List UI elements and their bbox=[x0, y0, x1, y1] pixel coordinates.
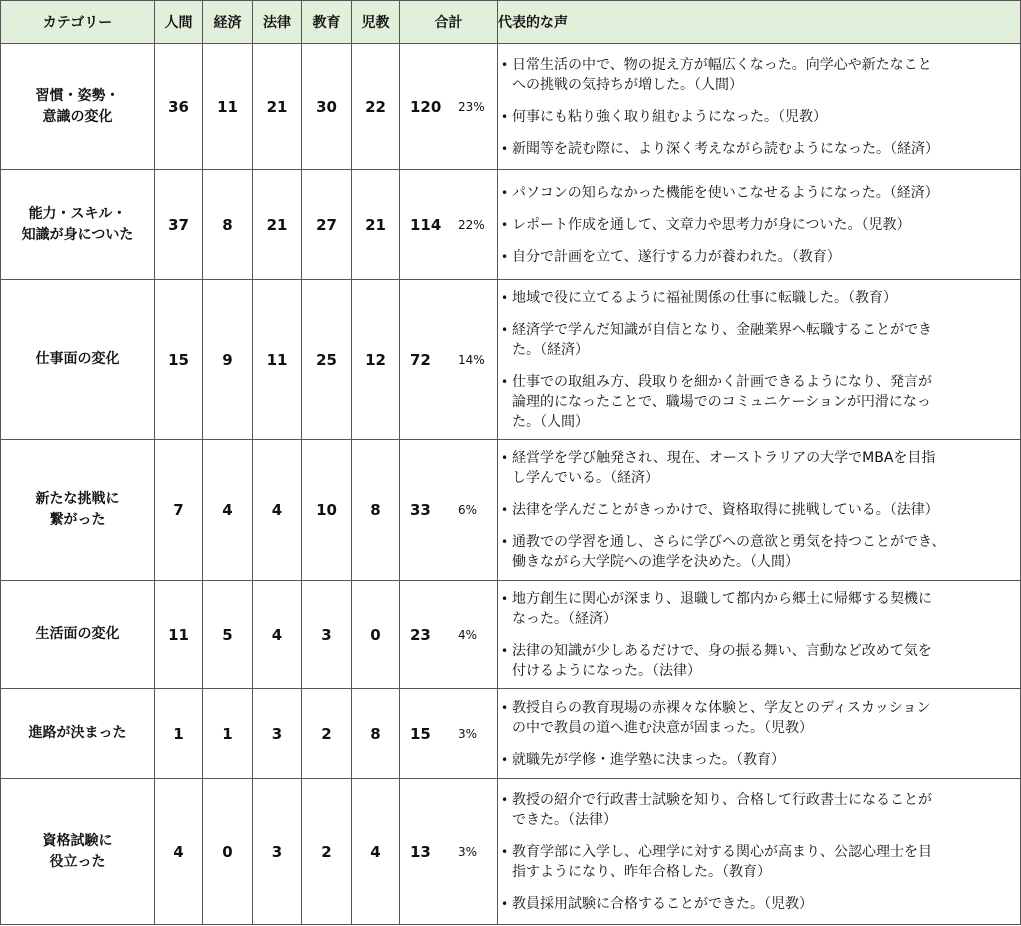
voice-text: 教授の紹介で行政書士試験を知り、合格して行政書士になることが できた。（法律） bbox=[512, 791, 932, 828]
voice-item bbox=[498, 107, 1020, 127]
count-jikyou: 12 bbox=[352, 280, 400, 440]
total-cell bbox=[400, 280, 498, 440]
count-jikyou: 8 bbox=[352, 689, 400, 779]
bullet-icon: • bbox=[501, 185, 509, 200]
table-row bbox=[1, 440, 1021, 581]
voice-item bbox=[498, 842, 1020, 882]
voice-item bbox=[498, 448, 1020, 488]
total-cell bbox=[400, 581, 498, 689]
voices-list bbox=[498, 448, 1020, 572]
voice-item bbox=[498, 372, 1020, 432]
count-jikyou: 8 bbox=[352, 440, 400, 581]
voice-text: 教員採用試験に合格することができた。（児教） bbox=[512, 895, 813, 912]
voices-cell bbox=[498, 170, 1021, 280]
header-category: カテゴリー bbox=[1, 1, 155, 44]
voice-item bbox=[498, 500, 1020, 520]
bullet-icon: • bbox=[501, 792, 509, 807]
header-total: 合計 bbox=[400, 1, 498, 44]
count-houritsu: 4 bbox=[253, 440, 302, 581]
total-cell bbox=[400, 440, 498, 581]
voice-text: 仕事での取組み方、段取りを細かく計画できるようになり、発言が 論理的になったことで、職場でのコミュニケーションが円滑になっ た。（人間） bbox=[512, 373, 932, 430]
bullet-icon: • bbox=[501, 374, 509, 389]
table-row bbox=[1, 280, 1021, 440]
total-cell bbox=[400, 170, 498, 280]
voice-item bbox=[498, 532, 1020, 572]
count-houritsu: 21 bbox=[253, 44, 302, 170]
count-jikyou: 22 bbox=[352, 44, 400, 170]
category-cell bbox=[1, 44, 155, 170]
total-cell bbox=[400, 779, 498, 925]
count-houritsu: 11 bbox=[253, 280, 302, 440]
header-jikyou: 児教 bbox=[352, 1, 400, 44]
voices-cell bbox=[498, 581, 1021, 689]
voice-item bbox=[498, 589, 1020, 629]
count-houritsu: 4 bbox=[253, 581, 302, 689]
bullet-icon: • bbox=[501, 290, 509, 305]
count-keizai: 11 bbox=[203, 44, 253, 170]
voices-list bbox=[498, 698, 1020, 770]
voices-cell bbox=[498, 440, 1021, 581]
voice-text: 日常生活の中で、物の捉え方が幅広くなった。向学心や新たなこと への挑戦の気持ちが増した。（人間） bbox=[512, 56, 932, 93]
bullet-icon: • bbox=[501, 322, 509, 337]
category-cell bbox=[1, 581, 155, 689]
total-percent: 4% bbox=[458, 627, 478, 642]
count-keizai: 1 bbox=[203, 689, 253, 779]
voice-text: 何事にも粘り強く取り組むようになった。（児教） bbox=[512, 108, 827, 125]
table-row bbox=[1, 689, 1021, 779]
voice-text: 自分で計画を立て、遂行する力が養われた。（教育） bbox=[512, 248, 841, 265]
voice-item bbox=[498, 641, 1020, 681]
voice-text: 新聞等を読む際に、より深く考えながら読むようになった。（経済） bbox=[512, 140, 939, 157]
total-percent: 6% bbox=[458, 503, 478, 517]
category-cell bbox=[1, 280, 155, 440]
category-cell bbox=[1, 689, 155, 779]
voice-item bbox=[498, 183, 1020, 203]
count-ningen: 15 bbox=[155, 280, 203, 440]
voices-list bbox=[498, 790, 1020, 914]
count-kyouiku: 2 bbox=[302, 689, 352, 779]
voice-item bbox=[498, 894, 1020, 914]
category-cell bbox=[1, 440, 155, 581]
category-cell bbox=[1, 170, 155, 280]
category-label: 生活面の変化 bbox=[35, 626, 120, 642]
voice-item bbox=[498, 790, 1020, 830]
bullet-icon: • bbox=[501, 57, 509, 72]
voice-item bbox=[498, 698, 1020, 738]
count-kyouiku: 25 bbox=[302, 280, 352, 440]
voices-cell bbox=[498, 280, 1021, 440]
voices-list bbox=[498, 288, 1020, 432]
category-label: 進路が決まった bbox=[28, 725, 127, 741]
voice-item bbox=[498, 288, 1020, 308]
voices-cell bbox=[498, 44, 1021, 170]
voice-item bbox=[498, 320, 1020, 360]
total-count: 15 bbox=[410, 724, 431, 743]
voices-cell bbox=[498, 689, 1021, 779]
header-ningen: 人間 bbox=[155, 1, 203, 44]
voices-cell bbox=[498, 779, 1021, 925]
total-count: 72 bbox=[410, 350, 431, 369]
total-cell bbox=[400, 44, 498, 170]
bullet-icon: • bbox=[501, 451, 509, 465]
total-percent: 23% bbox=[458, 99, 485, 114]
voice-text: 地方創生に関心が深まり、退職して都内から郷土に帰郷する契機に なった。（経済） bbox=[512, 590, 932, 627]
category-label: 資格試験に 役立った bbox=[42, 832, 113, 870]
voice-text: 教授自らの教育現場の赤裸々な体験と、学友とのディスカッション の中で教員の道へ進む決意が固まった。（児教） bbox=[512, 699, 931, 736]
voice-text: レポート作成を通して、文章力や思考力が身についた。（児教） bbox=[512, 216, 911, 233]
table-row bbox=[1, 581, 1021, 689]
total-count: 114 bbox=[410, 215, 442, 234]
total-percent: 3% bbox=[458, 844, 478, 859]
voice-item bbox=[498, 139, 1020, 159]
table-row bbox=[1, 779, 1021, 925]
total-count: 13 bbox=[410, 842, 431, 861]
count-keizai: 9 bbox=[203, 280, 253, 440]
bullet-icon: • bbox=[501, 109, 509, 124]
table-row bbox=[1, 44, 1021, 170]
header-houritsu: 法律 bbox=[253, 1, 302, 44]
total-count: 23 bbox=[410, 625, 431, 644]
count-kyouiku: 2 bbox=[302, 779, 352, 925]
voices-list bbox=[498, 55, 1020, 159]
count-keizai: 0 bbox=[203, 779, 253, 925]
count-jikyou: 21 bbox=[352, 170, 400, 280]
bullet-icon: • bbox=[501, 535, 509, 549]
total-cell bbox=[400, 689, 498, 779]
voice-text: 教育学部に入学し、心理学に対する関心が高まり、公認心理士を目 指すようになり、昨年合格した。（教育） bbox=[512, 843, 932, 880]
category-label: 能力・スキル・ 知識が身についた bbox=[21, 205, 134, 243]
count-ningen: 36 bbox=[155, 44, 203, 170]
count-ningen: 37 bbox=[155, 170, 203, 280]
category-label: 新たな挑戦に 繋がった bbox=[35, 491, 120, 528]
voice-item bbox=[498, 215, 1020, 235]
count-keizai: 5 bbox=[203, 581, 253, 689]
total-count: 33 bbox=[410, 501, 431, 519]
count-jikyou: 0 bbox=[352, 581, 400, 689]
total-percent: 14% bbox=[458, 352, 485, 367]
count-kyouiku: 10 bbox=[302, 440, 352, 581]
table-row bbox=[1, 170, 1021, 280]
voices-list bbox=[498, 183, 1020, 267]
category-label: 仕事面の変化 bbox=[35, 351, 120, 367]
header-kyouiku: 教育 bbox=[302, 1, 352, 44]
count-kyouiku: 30 bbox=[302, 44, 352, 170]
voice-item bbox=[498, 247, 1020, 267]
bullet-icon: • bbox=[501, 700, 509, 715]
bullet-icon: • bbox=[501, 249, 509, 264]
header-row bbox=[1, 1, 1021, 44]
count-kyouiku: 3 bbox=[302, 581, 352, 689]
count-ningen: 7 bbox=[155, 440, 203, 581]
category-label: 習慣・姿勢・ 意識の変化 bbox=[35, 87, 120, 125]
count-ningen: 4 bbox=[155, 779, 203, 925]
voice-text: 法律の知識が少しあるだけで、身の振る舞い、言動など改めて気を 付けるようになった。（法律） bbox=[512, 642, 932, 679]
voice-text: 経営学を学び触発され、現在、オーストラリアの大学でMBAを目指 し学んでいる。（経済） bbox=[512, 450, 936, 486]
bullet-icon: • bbox=[501, 217, 509, 232]
header-keizai: 経済 bbox=[203, 1, 253, 44]
voice-text: 通教での学習を通し、さらに学びへの意欲と勇気を持つことができ、 働きながら大学院への進学を決めた。（人間） bbox=[512, 534, 946, 570]
count-jikyou: 4 bbox=[352, 779, 400, 925]
bullet-icon: • bbox=[501, 591, 509, 606]
voice-text: パソコンの知らなかった機能を使いこなせるようになった。（経済） bbox=[512, 184, 939, 201]
count-houritsu: 21 bbox=[253, 170, 302, 280]
count-ningen: 1 bbox=[155, 689, 203, 779]
voice-item bbox=[498, 750, 1020, 770]
bullet-icon: • bbox=[501, 643, 509, 658]
total-percent: 22% bbox=[458, 217, 485, 232]
voices-list bbox=[498, 589, 1020, 681]
voice-text: 地域で役に立てるように福祉関係の仕事に転職した。（教育） bbox=[512, 289, 897, 306]
voice-item bbox=[498, 55, 1020, 95]
count-keizai: 4 bbox=[203, 440, 253, 581]
category-cell bbox=[1, 779, 155, 925]
voice-text: 経済学で学んだ知識が自信となり、金融業界へ転職することができ た。（経済） bbox=[512, 321, 932, 358]
bullet-icon: • bbox=[501, 896, 509, 911]
total-count: 120 bbox=[410, 97, 442, 116]
count-houritsu: 3 bbox=[253, 779, 302, 925]
bullet-icon: • bbox=[501, 844, 509, 859]
count-keizai: 8 bbox=[203, 170, 253, 280]
bullet-icon: • bbox=[501, 141, 509, 156]
bullet-icon: • bbox=[501, 752, 509, 767]
count-kyouiku: 27 bbox=[302, 170, 352, 280]
count-ningen: 11 bbox=[155, 581, 203, 689]
count-houritsu: 3 bbox=[253, 689, 302, 779]
voice-text: 法律を学んだことがきっかけで、資格取得に挑戦している。（法律） bbox=[512, 502, 939, 518]
header-voices: 代表的な声 bbox=[498, 1, 1021, 44]
bullet-icon: • bbox=[501, 503, 509, 517]
total-percent: 3% bbox=[458, 726, 478, 741]
voice-text: 就職先が学修・進学塾に決まった。（教育） bbox=[512, 751, 785, 768]
